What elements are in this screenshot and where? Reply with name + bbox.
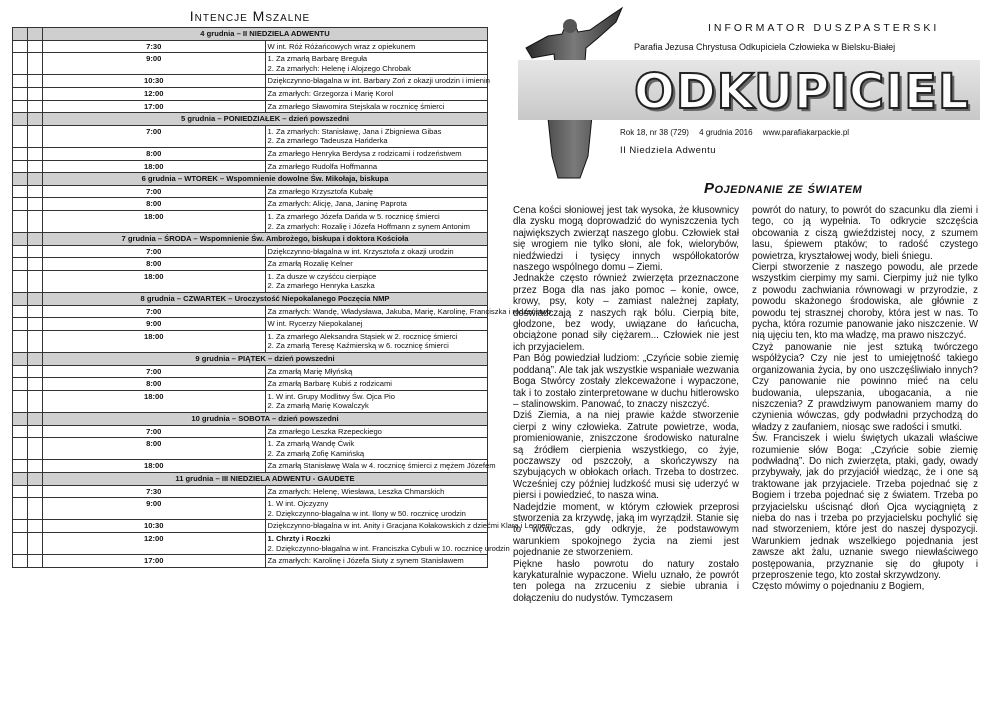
mass-time: 8:00 [43, 147, 266, 160]
mass-time: 17:00 [43, 100, 266, 113]
mass-time: 7:00 [43, 425, 266, 438]
mass-time: 18:00 [43, 390, 266, 412]
blank-cell [13, 438, 28, 460]
mass-time: 17:00 [43, 555, 266, 568]
blank-cell [13, 75, 28, 88]
blank-cell [28, 472, 43, 485]
intention-text [265, 365, 488, 378]
mass-time: 7:00 [43, 125, 266, 147]
intention-line: 1. Za dusze w czyśćcu cierpiące [267, 271, 377, 281]
blank-cell [28, 305, 43, 318]
blank-cell [13, 113, 28, 126]
blank-cell [28, 378, 43, 391]
intention-row [13, 485, 488, 498]
intention-row [13, 75, 488, 88]
liturgical-sunday: II Niedziela Adwentu [620, 145, 717, 156]
intention-line: Za zmarłą Marię Młyńską [267, 366, 353, 376]
intention-line: 2. Za zmarłą Marię Kowalczyk [267, 401, 369, 411]
intention-line: Za zmarłych: Karolinę i Józefa Siuty z synem Stanisławem [267, 556, 464, 566]
issue-date: 4 grudnia 2016 [699, 128, 753, 137]
article-paragraph: powrót do natury, to powrót do szacunku dla ziemi i tego, co ją wypełnia. To odkrycie szczęścia obcowania z ciszą gwieździstej nocy, z szumem lasu, śpiewem ptaków; to radość czystego powietrza, kryształowej wody, bieli śniegu. [752, 205, 978, 262]
blank-cell [28, 438, 43, 460]
blank-cell [13, 460, 28, 473]
blank-cell [28, 185, 43, 198]
intention-row [13, 198, 488, 211]
mass-time: 7:00 [43, 245, 266, 258]
mass-time: 7:30 [43, 485, 266, 498]
mass-time: 8:00 [43, 198, 266, 211]
intention-row [13, 390, 488, 412]
mass-time: 9:00 [43, 498, 266, 520]
blank-cell [28, 233, 43, 246]
blank-cell [13, 498, 28, 520]
intention-row [13, 555, 488, 568]
intention-line: 1. Za zmarłego Aleksandra Stąsiek w 2. rocznicę śmierci [267, 331, 458, 341]
blank-cell [13, 173, 28, 186]
intention-text [265, 270, 488, 292]
intention-text [265, 198, 488, 211]
intention-line: 2. Za zmarłego Henryka Łaszka [267, 281, 375, 291]
blank-cell [28, 555, 43, 568]
intention-line: 2. Za zmarłego Tadeusza Hańderka [267, 136, 388, 146]
blank-cell [13, 555, 28, 568]
informator-label: INFORMATOR DUSZPASTERSKI [708, 22, 940, 34]
article-paragraph: Cena kości słoniowej jest tak wysoka, że kłusownicy dla zysku mogą doprowadzić do wyniszczenia tych największych zwierząt naszego globu. Człowiek stał się wrogiem nie tylko słoni, ale fok, wielorybów, niedźwiedzi i tysięcy innych współlokatorów naszego wspólnego domu – Ziemi. [513, 205, 739, 274]
blank-cell [13, 318, 28, 331]
blank-cell [28, 498, 43, 520]
intention-text [265, 100, 488, 113]
blank-cell [28, 245, 43, 258]
blank-cell [28, 485, 43, 498]
mass-time: 18:00 [43, 160, 266, 173]
intention-line: 1. Za zmarłego Józefa Dańda w 5. rocznicę śmierci [267, 211, 440, 221]
intention-line: 2. Za zmarłych: Rozalię i Józefa Hoffmann z synem Antonim [267, 221, 470, 231]
intention-line: Za zmarłego Krzysztofa Kubałę [267, 186, 374, 196]
mass-time: 7:00 [43, 185, 266, 198]
intention-text [265, 75, 488, 88]
intention-line: 2. Za zmarłą Zofię Kamińską [267, 448, 365, 458]
intention-line: 1. W int. Grupy Modlitwy Św. Ojca Pio [267, 391, 395, 401]
intention-text [265, 318, 488, 331]
intention-row [13, 258, 488, 271]
blank-cell [13, 258, 28, 271]
blank-cell [28, 113, 43, 126]
blank-cell [13, 425, 28, 438]
day-header-row [13, 28, 488, 41]
blank-cell [13, 28, 28, 41]
intention-line: 1. Za zmarłą Barbarę Breguła [267, 54, 368, 64]
blank-cell [13, 87, 28, 100]
intention-text [265, 87, 488, 100]
mass-time: 8:00 [43, 378, 266, 391]
intention-row [13, 210, 488, 232]
blank-cell [13, 330, 28, 352]
day-header: 11 grudnia – III NIEDZIELA ADWENTU - GAUDETE [43, 472, 488, 485]
intention-row [13, 425, 488, 438]
day-header-row [13, 293, 488, 306]
blank-cell [28, 353, 43, 366]
blank-cell [13, 378, 28, 391]
intention-row [13, 330, 488, 352]
mass-time: 8:00 [43, 438, 266, 460]
intention-line: Za zmarłego Henryka Berdysa z rodzicami i rodzeństwem [267, 148, 462, 158]
mass-time: 7:00 [43, 305, 266, 318]
blank-cell [13, 353, 28, 366]
intention-text [265, 330, 488, 352]
intention-row [13, 147, 488, 160]
intention-text [265, 498, 488, 520]
intention-text [265, 53, 488, 75]
intention-line: 1. W int. Ojczyzny [267, 499, 329, 509]
article-paragraph: Pan Bóg powiedział ludziom: „Czyńcie sobie ziemię poddaną”. Ale tak jak wszystkie wspaniałe wezwania Boga Stwórcy zostały zlekceważone i wypaczone, tak i to zostało zinterpretowane w duchu hitlerowsko – stalinowskim. Panować, to znaczy niszczyć. [513, 353, 739, 410]
blank-cell [28, 365, 43, 378]
blank-cell [28, 28, 43, 41]
day-header: 6 grudnia – WTOREK – Wspomnienie dowolne Św. Mikołaja, biskupa [43, 173, 488, 186]
intention-line: Za zmarłą Barbarę Kubiś z rodzicami [267, 379, 392, 389]
intentions-table [12, 27, 552, 568]
blank-cell [28, 532, 43, 554]
blank-cell [13, 270, 28, 292]
article-column-2 [752, 205, 978, 593]
intention-line: Dziękczynno-błagalna w int. Krzysztofa z okazji urodzin [267, 246, 454, 256]
intention-line: 2. Za zmarłą Teresę Kaźmierską w 6. rocznicę śmierci [267, 341, 449, 351]
mass-time: 18:00 [43, 270, 266, 292]
blank-cell [13, 160, 28, 173]
blank-cell [13, 305, 28, 318]
blank-cell [13, 365, 28, 378]
mass-time: 7:00 [43, 365, 266, 378]
blank-cell [13, 390, 28, 412]
intention-text [265, 532, 510, 554]
intention-text [265, 40, 488, 53]
intention-line: Za zmarłych: Grzegorza i Marię Korol [267, 88, 394, 98]
intention-text [265, 485, 488, 498]
mass-time: 10:30 [43, 75, 266, 88]
day-header: 7 grudnia – ŚRODA – Wspomnienie Św. Ambrożego, biskupa i doktora Kościoła [43, 233, 488, 246]
website-link[interactable]: www.parafiakarpackie.pl [762, 128, 850, 137]
intention-line: Za zmarłego Sławomira Stejskala w rocznicę śmierci [267, 101, 445, 111]
day-header: 8 grudnia – CZWARTEK – Uroczystość Niepokalanego Poczęcia NMP [43, 293, 488, 306]
article-paragraph: Piękne hasło powrotu do natury zostało karykaturalnie wypaczone. Wielu uznało, że powrót ten polega na zrzuceniu z siebie ubrania i dołączeniu do nudystów. Tymczasem [513, 558, 739, 604]
intention-line: Za zmarłą Stanisławę Wala w 4. rocznicę śmierci z mężem Józefem [267, 461, 496, 471]
blank-cell [28, 270, 43, 292]
blank-cell [13, 293, 28, 306]
article-paragraph: Św. Franciszek i wielu świętych ukazali właściwe rozumienie słów Boga: „Czyńcie sobie ziemię podwładną”. Do nich zwierzęta, ptaki, gady, owady przybywały, jak do przyjaciół wiedząc, że i one są traktowane jak przyjaciele. Trzeba pojednać się z Bogiem i trzeba pojednać się z światem. Trzeba po przyjacielsku uścisnąć dłoń Ojca wyciągniętą z nieba do nas i trzeba po przyjacielsku pochylić się nad stworzeniem, które jest do naszej dyspozycji. Warunkiem jednak wszelkiego pojednania jest zawsze akt żalu, uznanie swego niewłaściwego postępowania, przyznanie się do głupoty i przeproszenie tego, kto został skrzywdzony. [752, 433, 978, 581]
intention-line: Dziękczynno-błagalna w int. Anity i Gracjana Kołakowskich z dziećmi Klarą i Leonem [267, 521, 552, 531]
mass-time: 12:00 [43, 87, 266, 100]
intention-line: Za zmarłą Rozalię Kelner [267, 259, 353, 269]
parish-name: Parafia Jezusa Chrystusa Odkupiciela Człowieka w Bielsku-Białej [634, 42, 896, 52]
blank-cell [28, 87, 43, 100]
intention-row [13, 460, 488, 473]
blank-cell [13, 233, 28, 246]
intention-text [265, 258, 488, 271]
blank-cell [28, 413, 43, 426]
intention-text [265, 210, 488, 232]
article-paragraph: Często mówimy o pojednaniu z Bogiem, [752, 581, 925, 593]
blank-cell [13, 532, 28, 554]
intention-text [265, 125, 488, 147]
blank-cell [28, 390, 43, 412]
day-header: 10 grudnia – SOBOTA – dzień powszedni [43, 413, 488, 426]
blank-cell [28, 210, 43, 232]
day-header-row [13, 173, 488, 186]
mass-time: 18:00 [43, 330, 266, 352]
blank-cell [28, 258, 43, 271]
blank-cell [28, 173, 43, 186]
article-paragraph: Nadejdzie moment, w którym człowiek przeprosi stworzenia za krzywdę, jaką im wyrządził. Stanie się to wówczas, gdy odkryje, że podstawowym warunkiem spokojnego życia na ziemi jest pojednanie ze stworzeniem. [513, 501, 739, 559]
mass-time: 8:00 [43, 258, 266, 271]
intention-row [13, 160, 488, 173]
article-column-1 [513, 205, 739, 604]
blank-cell [28, 460, 43, 473]
mass-time: 12:00 [43, 532, 266, 554]
blank-cell [28, 125, 43, 147]
blank-cell [28, 160, 43, 173]
blank-cell [13, 472, 28, 485]
day-header: 5 grudnia – PONIEDZIAŁEK – dzień powszedni [43, 113, 488, 126]
intention-line: 2. Za zmarłych: Helenę i Alojzego Chrobak [267, 63, 412, 73]
intention-row [13, 185, 488, 198]
intention-row [13, 318, 488, 331]
intention-row [13, 53, 488, 75]
blank-cell [28, 75, 43, 88]
intention-row [13, 270, 488, 292]
intention-text [265, 438, 488, 460]
day-header: 4 grudnia – II NIEDZIELA ADWENTU [43, 28, 488, 41]
mass-time: 7:30 [43, 40, 266, 53]
intention-row [13, 100, 488, 113]
issue-number: Rok 18, nr 38 (729) [620, 128, 689, 137]
blank-cell [13, 198, 28, 211]
blank-cell [28, 520, 43, 533]
mass-time: 18:00 [43, 210, 266, 232]
intention-text [265, 460, 496, 473]
article-paragraph: Czyż panowanie nie jest sztuką twórczego współżycia? Czy nie jest to umiejętność takiego organizowania życia, by ono uszczęśliwiało innych? Czy panowanie nie powinno mieć na celu budowania, ulepszania, ubogacania, a nie niszczenia? Z prawdziwym panowaniem mamy do czynienia wówczas, gdy podwładni przychodzą do władzy z zaufaniem, niosąc swe radości i smutki. [752, 341, 978, 433]
day-header-row [13, 113, 488, 126]
day-header-row [13, 233, 488, 246]
blank-cell [13, 485, 28, 498]
intention-row [13, 365, 488, 378]
newsletter-front [508, 0, 980, 702]
intention-text [265, 185, 488, 198]
intention-line: Za zmarłego Leszka Rzepeckiego [267, 426, 382, 436]
intention-line: 1. Chrzty i Roczki [267, 533, 331, 543]
intention-row [13, 532, 488, 554]
intention-line: W int. Róż Różańcowych wraz z opiekunem [267, 41, 416, 51]
intention-line: 1. Za zmarłych: Stanisławę, Jana i Zbigniewa Gibas [267, 126, 442, 136]
mass-time: 9:00 [43, 53, 266, 75]
blank-cell [28, 40, 43, 53]
intention-line: 2. Dziękczynno-błagalna w int. Franciszka Cybuli w 10. rocznicę urodzin [267, 543, 510, 553]
intention-text [265, 520, 552, 533]
intention-line: Dziękczynno-błagalna w int. Barbary Zoń z okazji urodzin i imienin [267, 76, 490, 86]
mass-intentions [12, 8, 552, 568]
blank-cell [13, 245, 28, 258]
mass-time: 18:00 [43, 460, 266, 473]
intention-row [13, 378, 488, 391]
intention-text [265, 305, 552, 318]
blank-cell [13, 53, 28, 75]
blank-cell [13, 40, 28, 53]
day-header-row [13, 353, 488, 366]
blank-cell [13, 125, 28, 147]
day-header-row [13, 472, 488, 485]
intention-text [265, 425, 488, 438]
intention-row [13, 305, 488, 318]
intention-line: Za zmarłych: Wandę, Władysława, Jakuba, Marię, Karolinę, Franciszka i rodzeństwo [267, 306, 552, 316]
blank-cell [13, 210, 28, 232]
intention-text [265, 160, 488, 173]
blank-cell [13, 185, 28, 198]
intention-row [13, 40, 488, 53]
intention-text [265, 378, 488, 391]
mass-time: 9:00 [43, 318, 266, 331]
masthead-logo: ODKUPICIEL [634, 64, 970, 120]
blank-cell [28, 147, 43, 160]
intention-row [13, 125, 488, 147]
intention-line: 1. Za zmarłą Wandę Ćwik [267, 439, 355, 449]
article-title: Pojednanie ze światem [704, 180, 863, 197]
blank-cell [13, 520, 28, 533]
intention-line: 2. Dziękczynno-błagalna w int. Ilony w 50. rocznicę urodzin [267, 508, 466, 518]
intentions-title: Intencje Mszalne [189, 8, 311, 24]
intention-text [265, 245, 488, 258]
issue-line [620, 128, 857, 137]
intention-row [13, 245, 488, 258]
intention-text [265, 147, 488, 160]
intention-text [265, 555, 488, 568]
blank-cell [28, 198, 43, 211]
intention-text [265, 390, 488, 412]
day-header-row [13, 413, 488, 426]
intention-row [13, 438, 488, 460]
article-paragraph: Cierpi stworzenie z naszego powodu, ale przede wszystkim cierpimy my sami. Cierpimy już nie tylko z powodu zachwiania równowagi w przyrodzie, z powodu skażonego środowiska, ale głównie z powodu tej strasznej choroby, która jest w nas. To pycha, która rozumie panowanie jako niszczenie. W nią ujęciu ten, kto ma władzę, ma prawo niszczyć. [752, 262, 978, 342]
intention-line: W int. Rycerzy Niepokalanej [267, 319, 363, 329]
intention-row [13, 498, 488, 520]
blank-cell [28, 293, 43, 306]
blank-cell [28, 425, 43, 438]
blank-cell [13, 413, 28, 426]
blank-cell [28, 318, 43, 331]
article-paragraph: Jednakże często również zwierzęta przeznaczone przez Boga dla nas jako pomoc – konie, owce, krowy, psy, koty – zamiast należnej zapłaty, doświadczają z naszych rąk bólu. Cierpią bite, głodzone, bez wody, uwiązane do łańcucha, obciążone ponad siły ciężarem... Człowiek nie jest ich przyjacielem. [513, 273, 739, 353]
article-paragraph: Dziś Ziemia, a na niej prawie każde stworzenie cierpi z winy człowieka. Zatrute powietrze, woda, promieniowanie, zniszczone środowisko naturalne są źródłem cierpienia wszystkiego, co żyje, poczawszy od pszczoły, a skończywszy na szybujących w obłokach orłach. Trzeba to dostrzec. Wcześniej czy później ludzkość musi się uderzyć w piersi i powiedzieć, to nasza wina. [513, 410, 739, 502]
intention-line: Za zmarłych: Alicję, Jana, Janinę Paprota [267, 199, 407, 209]
intention-line: Za zmarłego Rudolfa Hoffmanna [267, 161, 378, 171]
intention-row [13, 87, 488, 100]
blank-cell [28, 53, 43, 75]
mass-time: 10:30 [43, 520, 266, 533]
intention-row [13, 520, 488, 533]
intention-line: Za zmarłych: Helenę, Wiesława, Leszka Chmarskich [267, 486, 445, 496]
blank-cell [28, 330, 43, 352]
blank-cell [13, 100, 28, 113]
blank-cell [28, 100, 43, 113]
blank-cell [13, 147, 28, 160]
day-header: 9 grudnia – PIĄTEK – dzień powszedni [43, 353, 488, 366]
